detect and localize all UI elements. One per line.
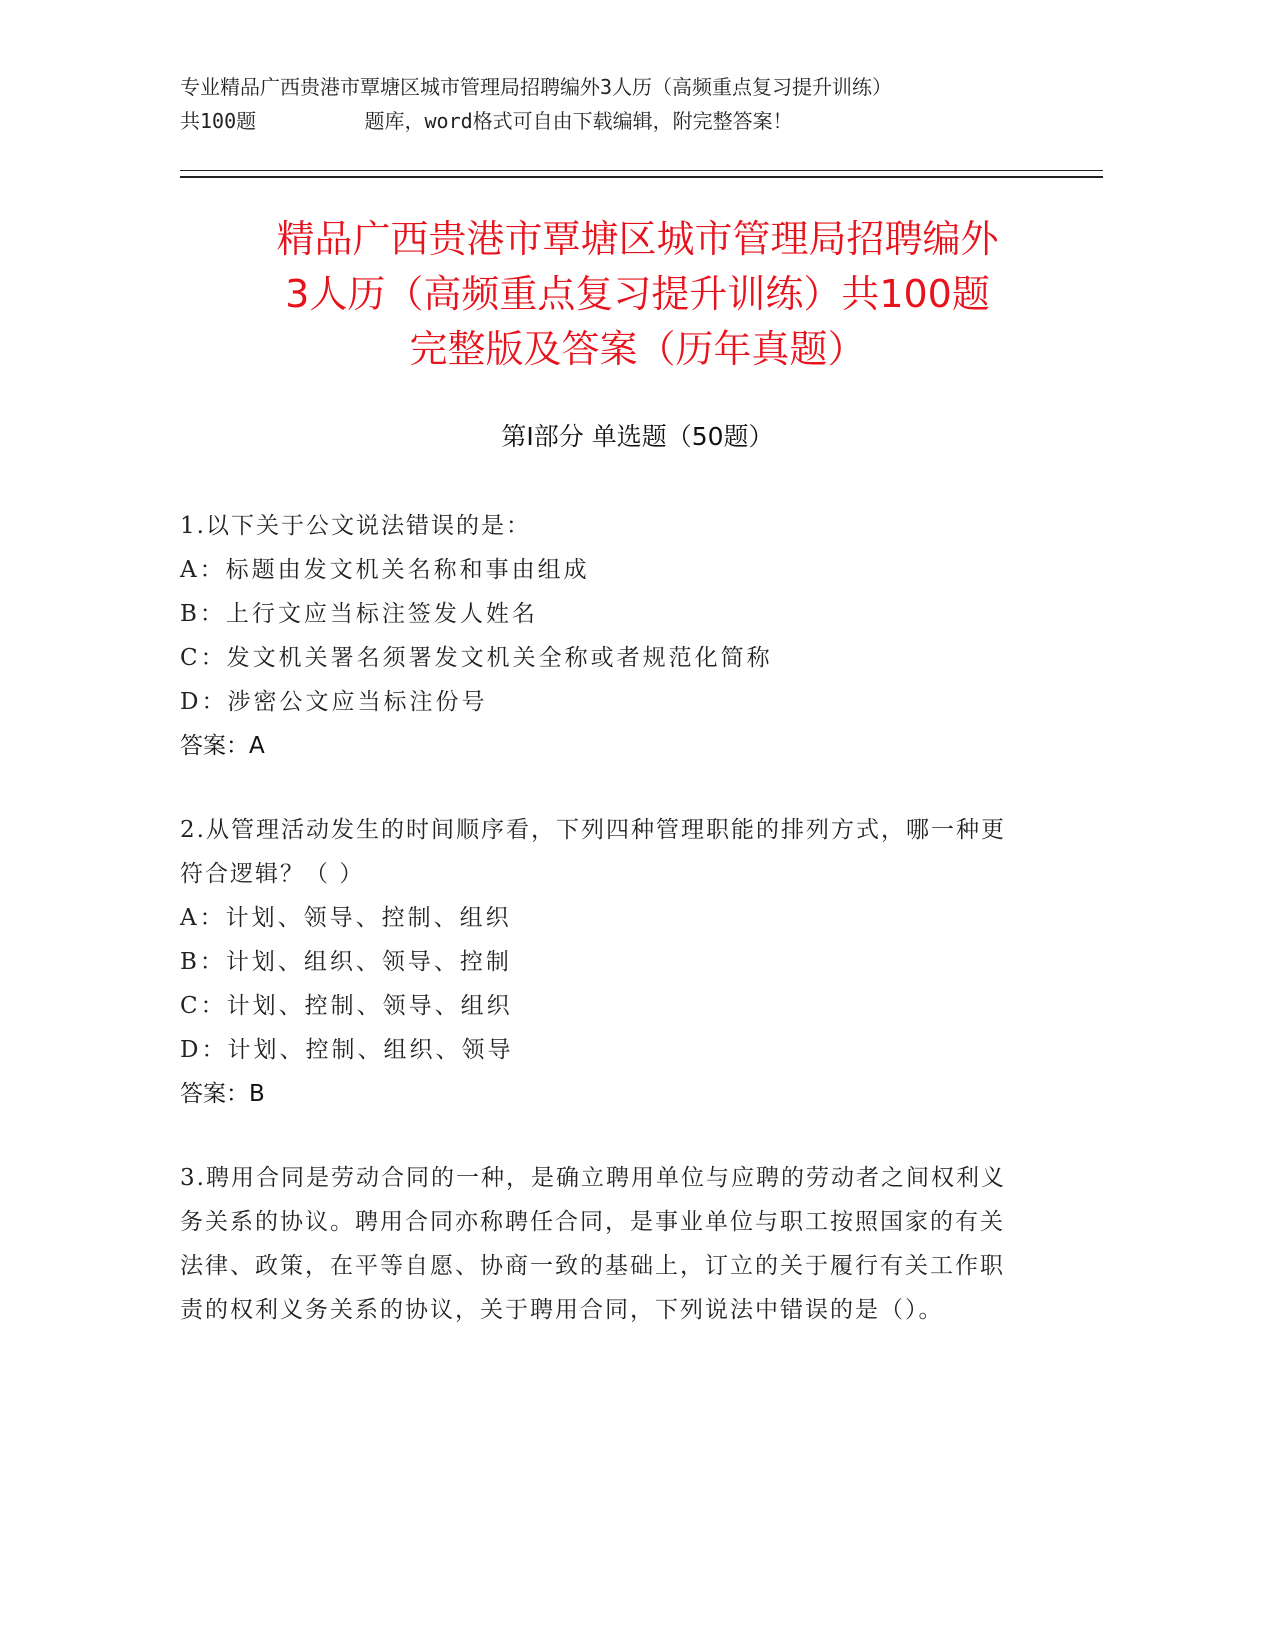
header-divider-thin xyxy=(180,170,1103,171)
question-1 xyxy=(180,504,1015,768)
header-line-2: 共100题 题库，word格式可自由下载编辑，附完整答案！ xyxy=(180,109,793,133)
option-a: A：标题由发文机关名称和事由组成 xyxy=(180,557,590,583)
header-divider-thick xyxy=(180,176,1103,178)
question-stem: 1.以下关于公文说法错误的是： xyxy=(180,513,531,539)
option-a: A：计划、领导、控制、组织 xyxy=(180,905,512,931)
document-title xyxy=(150,212,1125,377)
option-c: C：发文机关署名须署发文机关全称或者规范化简称 xyxy=(180,645,773,671)
option-d: D：涉密公文应当标注份号 xyxy=(180,689,488,715)
question-stem: 3.聘用合同是劳动合同的一种，是确立聘用单位与应聘的劳动者之间权利义务关系的协议。聘用合同亦称聘任合同，是事业单位与职工按照国家的有关法律、政策，在平等自愿、协商一致的基础上，订立的关于履行有关工作职责的权利义务关系的协议，关于聘用合同，下列说法中错误的是（）。 xyxy=(180,1165,1006,1323)
header-line-1: 专业精品广西贵港市覃塘区城市管理局招聘编外3人历（高频重点复习提升训练） xyxy=(180,75,893,99)
option-c: C：计划、控制、领导、组织 xyxy=(180,993,513,1019)
section-heading: 第Ⅰ部分 单选题（50题） xyxy=(501,422,774,451)
document-title-line-1: 精品广西贵港市覃塘区城市管理局招聘编外 xyxy=(276,217,999,261)
question-stem: 2.从管理活动发生的时间顺序看，下列四种管理职能的排列方式，哪一种更符合逻辑？（ ） xyxy=(180,817,1006,887)
option-d: D：计划、控制、组织、领导 xyxy=(180,1037,514,1063)
option-b: B：计划、组织、领导、控制 xyxy=(180,949,512,975)
question-2 xyxy=(180,808,1015,1116)
option-b: B：上行文应当标注签发人姓名 xyxy=(180,601,538,627)
answer: 答案：A xyxy=(180,733,265,759)
document-title-line-2: 3人历（高频重点复习提升训练）共100题 xyxy=(285,272,990,316)
question-3 xyxy=(180,1156,1015,1332)
answer: 答案：B xyxy=(180,1081,265,1107)
document-title-line-3: 完整版及答案（历年真题） xyxy=(409,327,866,371)
